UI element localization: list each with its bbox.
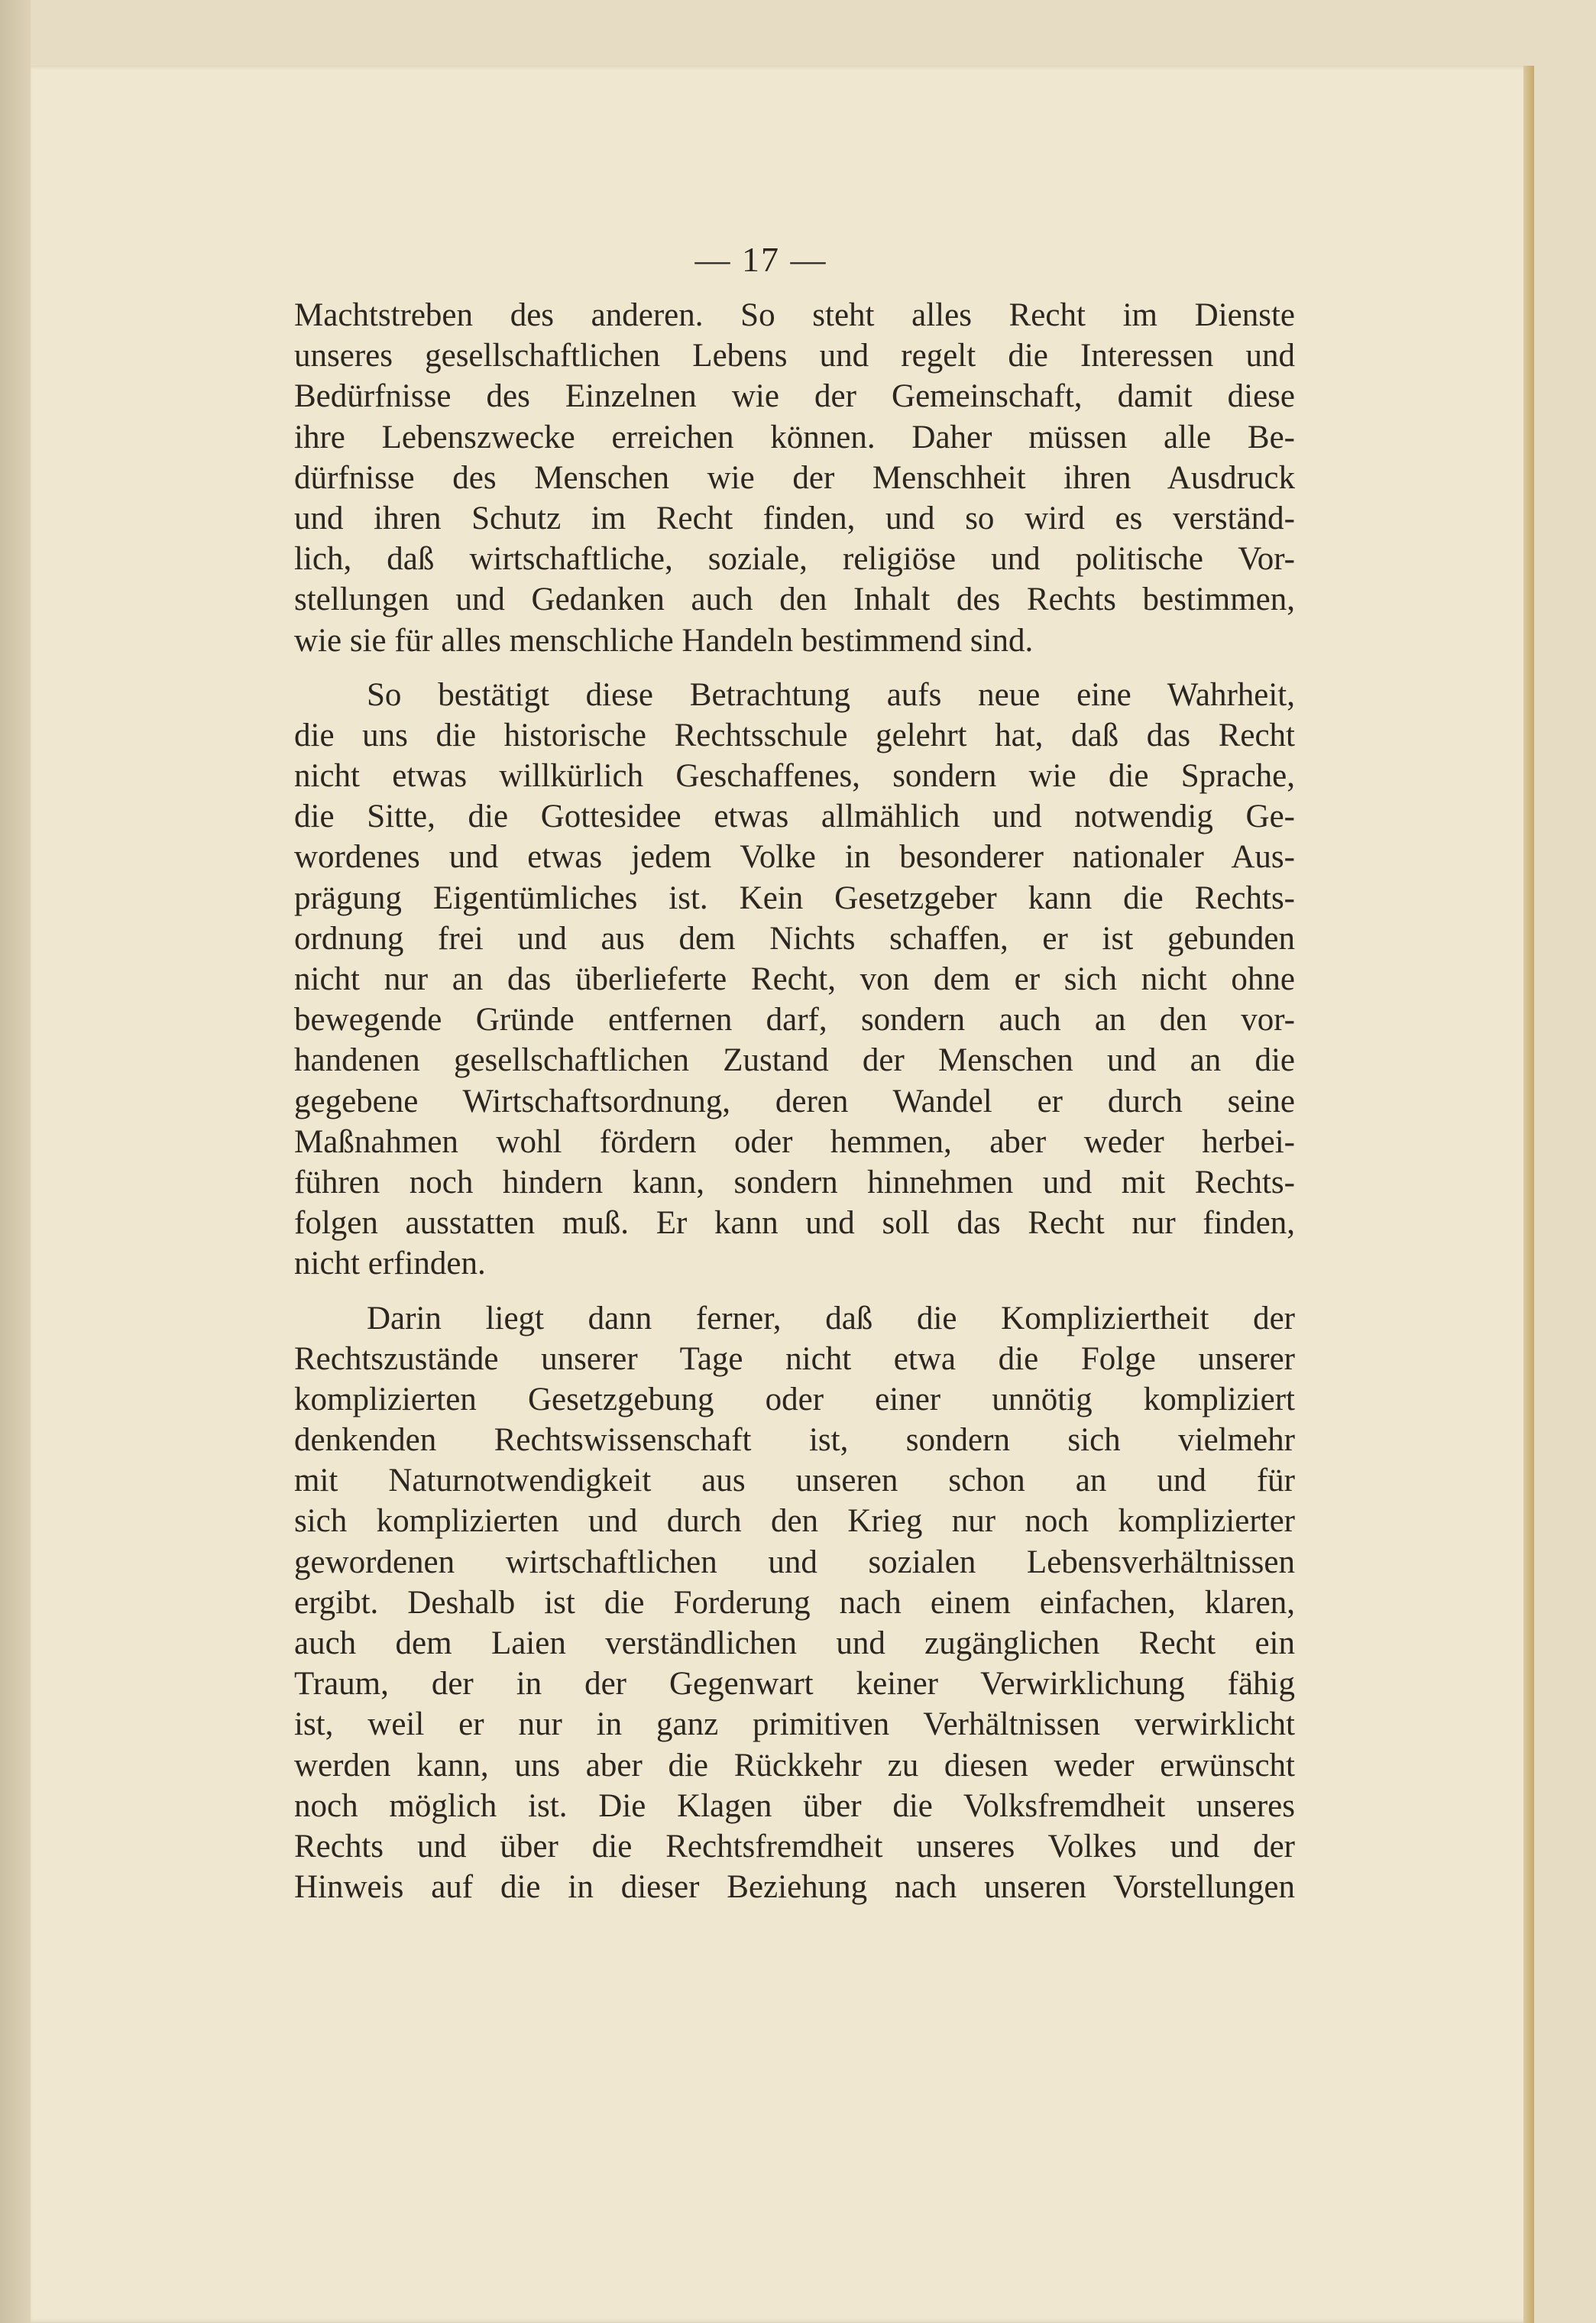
text-line: mit Naturnotwendigkeit aus unseren schon an und für bbox=[294, 1463, 1295, 1499]
text-line: ist, weil er nur in ganz primitiven Verhältnissen verwirklicht bbox=[294, 1706, 1295, 1743]
text-line: noch möglich ist. Die Klagen über die Volksfremdheit unseres bbox=[294, 1787, 1295, 1824]
text-line: ergibt. Deshalb ist die Forderung nach einem einfachen, klaren, bbox=[294, 1584, 1295, 1621]
page-number: — 17 — bbox=[694, 240, 827, 279]
text-line: stellungen und Gedanken auch den Inhalt des Rechts bestimmen, bbox=[294, 582, 1295, 618]
text-line: gegebene Wirtschaftsordnung, deren Wandel er durch seine bbox=[294, 1083, 1295, 1119]
page-edge bbox=[1523, 66, 1534, 2323]
paragraph-gap bbox=[294, 1285, 1295, 1298]
text-line: Darin liegt dann ferner, daß die Kompliziertheit der bbox=[367, 1300, 1295, 1336]
text-line: dürfnisse des Menschen wie der Menschheit ihren Ausdruck bbox=[294, 459, 1295, 496]
text-line: folgen ausstatten muß. Er kann und soll das Recht nur finden, bbox=[294, 1205, 1295, 1242]
text-line: sich komplizierten und durch den Krieg nur noch komplizierter bbox=[294, 1503, 1295, 1540]
paragraph-2 bbox=[294, 675, 1295, 1285]
text-line: gewordenen wirtschaftlichen und sozialen Lebensverhältnissen bbox=[294, 1544, 1295, 1580]
text-line: denkenden Rechtswissenschaft ist, sondern sich vielmehr bbox=[294, 1422, 1295, 1459]
text-line: und ihren Schutz im Recht finden, und so wird es verständ- bbox=[294, 500, 1295, 536]
text-line: ihre Lebenszwecke erreichen können. Daher müssen alle Be- bbox=[294, 419, 1295, 455]
text-line: die uns die historische Rechtsschule gelehrt hat, daß das Recht bbox=[294, 717, 1295, 753]
text-line: Rechts und über die Rechtsfremdheit unseres Volkes und der bbox=[294, 1828, 1295, 1865]
book-page bbox=[31, 66, 1534, 2323]
text-line: werden kann, uns aber die Rückkehr zu diesen weder erwünscht bbox=[294, 1747, 1295, 1784]
text-line: auch dem Laien verständlichen und zugänglichen Recht ein bbox=[294, 1625, 1295, 1661]
text-line: nicht nur an das überlieferte Recht, von dem er sich nicht ohne bbox=[294, 961, 1295, 997]
text-line: führen noch hindern kann, sondern hinnehmen und mit Rechts- bbox=[294, 1164, 1295, 1200]
text-line: wordenes und etwas jedem Volke in besonderer nationaler Aus- bbox=[294, 839, 1295, 876]
body-text bbox=[294, 295, 1295, 1907]
text-line: Maßnahmen wohl fördern oder hemmen, aber weder herbei- bbox=[294, 1123, 1295, 1160]
text-line: Bedürfnisse des Einzelnen wie der Gemeinschaft, damit diese bbox=[294, 378, 1295, 415]
text-line: die Sitte, die Gottesidee etwas allmählich und notwendig Ge- bbox=[294, 799, 1295, 835]
text-line: bewegende Gründe entfernen darf, sondern auch an den vor- bbox=[294, 1002, 1295, 1038]
text-line: prägung Eigentümliches ist. Kein Gesetzgeber kann die Rechts- bbox=[294, 880, 1295, 916]
paragraph-1 bbox=[294, 295, 1295, 661]
text-line: ordnung frei und aus dem Nichts schaffen, er ist gebunden bbox=[294, 920, 1295, 957]
text-line: unseres gesellschaftlichen Lebens und regelt die Interessen und bbox=[294, 338, 1295, 374]
text-line: So bestätigt diese Betrachtung aufs neue eine Wahrheit, bbox=[367, 676, 1295, 713]
text-line: Traum, der in der Gegenwart keiner Verwirklichung fähig bbox=[294, 1666, 1295, 1703]
text-line: handenen gesellschaftlichen Zustand der Menschen und an die bbox=[294, 1042, 1295, 1079]
paragraph-3 bbox=[294, 1298, 1295, 1908]
text-line: nicht etwas willkürlich Geschaffenes, sondern wie die Sprache, bbox=[294, 758, 1295, 795]
text-line: Rechtszustände unserer Tage nicht etwa die Folge unserer bbox=[294, 1340, 1295, 1377]
text-line: nicht erfinden. bbox=[294, 1246, 486, 1282]
book-spine-margin bbox=[0, 0, 31, 2323]
text-line: wie sie für alles menschliche Handeln bestimmend sind. bbox=[294, 622, 1034, 659]
paragraph-gap bbox=[294, 661, 1295, 675]
text-line: komplizierten Gesetzgebung oder einer unnötig kompliziert bbox=[294, 1381, 1295, 1417]
text-line: Machtstreben des anderen. So steht alles Recht im Dienste bbox=[294, 297, 1295, 333]
text-line: Hinweis auf die in dieser Beziehung nach unseren Vorstellungen bbox=[294, 1869, 1295, 1906]
text-line: lich, daß wirtschaftliche, soziale, religiöse und politische Vor- bbox=[294, 541, 1295, 578]
